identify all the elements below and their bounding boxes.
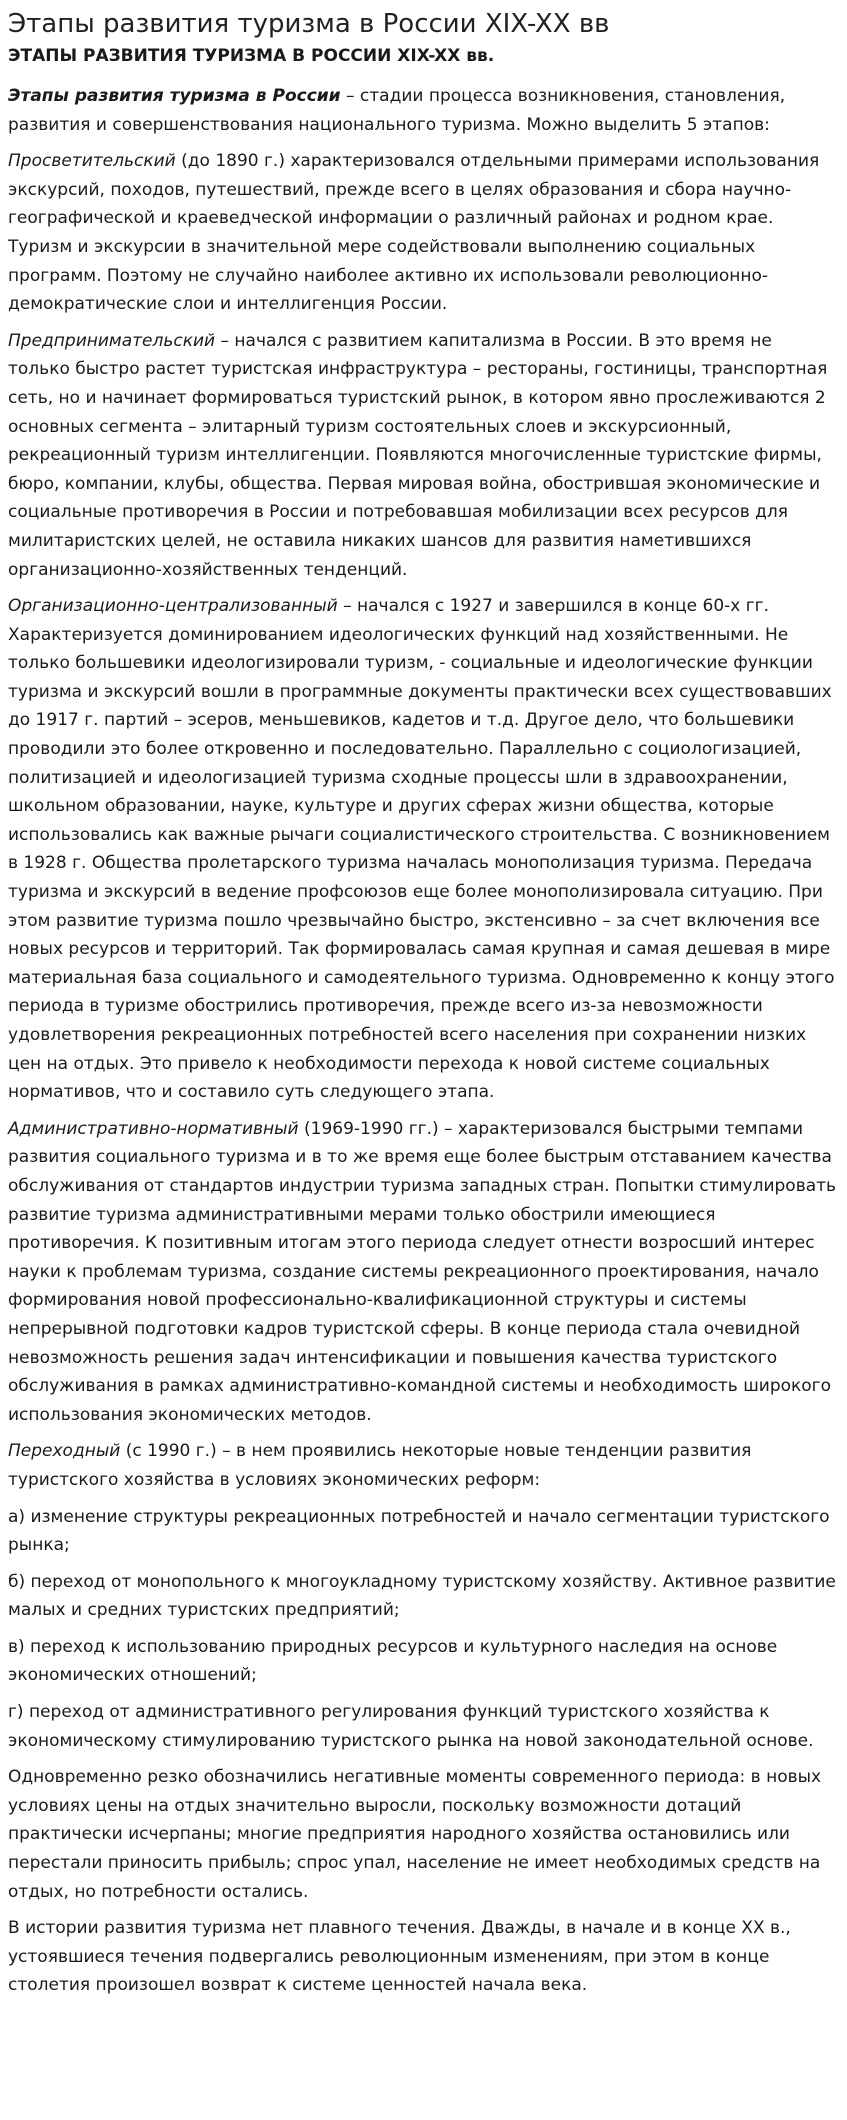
list-item: в) переход к использованию природных ресурсов и культурного наследия на основе экономических отношений; [8, 1636, 778, 1686]
stage-term: Просветительский [8, 151, 176, 172]
intro-paragraph [8, 82, 839, 139]
stage-paragraph [8, 1115, 839, 1430]
stage-text: – начался с 1927 и завершился в конце 60-х гг. Характеризуется доминированием идеологических функций над хозяйственными. Не только большевики идеологизировали туризм, - социальные и идеологические функции туризма и экскурсий вошли в программные документы практически всех существовавших до 1917 г. партий – эсеров, меньшевиков, кадетов и т.д. Другое дело, что большевики проводили это более откровенно и последовательно. Параллельно с социологизацией, политизацией и идеологизацией туризма сходные процессы шли в здравоохранении, школьном образовании, науке, культуре и других сферах жизни общества, которые использовались как важные рычаги социалистического строительства. С возникновением в 1928 г. Общества пролетарского туризма началась монополизация туризма. Передача туризма и экскурсий в ведение профсоюзов еще более монополизировала ситуацию. При этом развитие туризма пошло чрезвычайно быстро, экстенсивно – за счет включения все новых ресурсов и территорий. Так формировалась самая крупная и самая дешевая в мире материальная база социального и самодеятельного туризма. Одновременно к концу этого периода в туризме обострились противоречия, прежде всего из-за невозможности удовлетворения рекреационных потребностей всего населения при сохранении низких цен на отдых. Это привело к необходимости перехода к новой системе социальных нормативов, что и составило суть следующего этапа. [8, 596, 835, 1103]
stage-text: (1969-1990 гг.) – характеризовался быстрыми темпами развития социального туризма и в то же время еще более быстрым отставанием качества обслуживания от стандартов индустрии туризма западных стран. Попытки стимулировать развитие туризма административными мерами только обострили имеющиеся противоречия. К позитивным итогам этого периода следует отнести возросший интерес науки к проблемам туризма, создание системы рекреационного проектирования, начало формирования новой профессионально-квалификационной структуры и системы непрерывной подготовки кадров туристской сферы. В конце периода стала очевидной невозможность решения задач интенсификации и повышения качества туристского обслуживания в рамках административно-командной системы и необходимость широкого использования экономических методов. [8, 1118, 837, 1425]
stage-text: (до 1890 г.) характеризовался отдельными примерами использования экскурсий, походов, путешествий, прежде всего в целях образования и сбора научно-географической и краеведческой информации о различный районах и родном крае. Туризм и экскурсии в значительной мере содействовали выполнению социальных программ. Поэтому не случайно наиболее активно их использовали революционно-демократические слои и интеллигенция России. [8, 151, 820, 315]
stage-term: Административно-нормативный [8, 1118, 299, 1139]
closing-paragraph: В истории развития туризма нет плавного течения. Дважды, в начале и в конце XX в., устоявшиеся течения подвергались революционным изменениям, при этом в конце столетия произошел возврат к системе ценностей начала века. [8, 1918, 791, 1996]
stage-term: Организационно-централизованный [8, 596, 338, 617]
stage-term: Переходный [8, 1441, 121, 1462]
stage-term: Предпринимательский [8, 330, 216, 351]
article-subtitle: ЭТАПЫ РАЗВИТИЯ ТУРИЗМА В РОССИИ XIX-XX вв. [8, 46, 495, 66]
stage-text: – начался с развитием капитализма в России. В это время не только быстро растет туристская инфраструктура – рестораны, гостиницы, транспортная сеть, но и начинает формироваться туристский рынок, в котором явно прослеживаются 2 основных сегмента – элитарный туризм состоятельных слоев и экскурсионный, рекреационный туризм интеллигенции. Появляются многочисленные туристские фирмы, бюро, компании, клубы, общества. Первая мировая война, обострившая экономические и социальные противоречия в России и потребовавшая мобилизации всех ресурсов для милитаристских целей, не оставила никаких шансов для развития наметившихся организационно-хозяйственных тенденций. [8, 330, 828, 580]
list-item: г) переход от административного регулирования функций туристского хозяйства к экономическому стимулированию туристского рынка на новой законодательной основе. [8, 1702, 814, 1751]
list-item: а) изменение структуры рекреационных потребностей и начало сегментации туристского рынка; [8, 1506, 830, 1556]
list-item: б) переход от монопольного к многоукладному туристскому хозяйству. Активное развитие малых и средних туристских предприятий; [8, 1571, 836, 1621]
stage-paragraph [8, 592, 839, 1107]
closing-paragraph: Одновременно резко обозначились негативные моменты современного периода: в новых условиях цены на отдых значительно выросли, поскольку возможности дотаций практически исчерпаны; многие предприятия народного хозяйства остановились или перестали приносить прибыль; спрос упал, население не имеет необходимых средств на отдых, но потребности остались. [8, 1767, 822, 1902]
stage-paragraph [8, 147, 839, 319]
stage-paragraph [8, 327, 839, 584]
intro-text: – стадии процесса возникновения, становления, развития и совершенствования национального туризма. Можно выделить 5 этапов: [8, 86, 786, 135]
stage-paragraph [8, 1437, 839, 1494]
page-title: Этапы развития туризма в России XIX-XX вв [8, 9, 610, 39]
stage-text: (с 1990 г.) – в нем проявились некоторые новые тенденции развития туристского хозяйства в условиях экономических реформ: [8, 1441, 752, 1490]
intro-term: Этапы развития туризма в России [8, 86, 341, 106]
